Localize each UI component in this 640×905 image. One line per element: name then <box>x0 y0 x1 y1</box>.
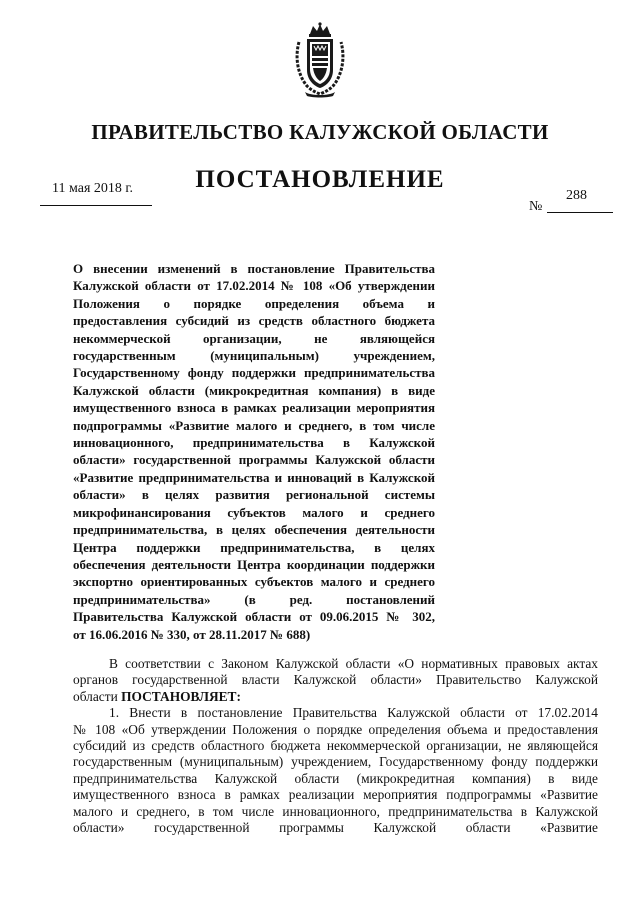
document-number: 288 <box>566 188 587 203</box>
subject-line: инновационного, предпринимательства в Калужской <box>73 435 435 451</box>
decree-body <box>73 656 598 836</box>
subject-line: Калужской области от 17.02.2014 № 108 «Об утверждении <box>73 278 435 294</box>
subject-line: от 16.06.2016 № 330, от 28.11.2017 № 688) <box>73 626 311 642</box>
item-line: субсидий из средств областного бюджета некоммерческой организации, не являющейся <box>73 738 598 754</box>
document-date: 11 мая 2018 г. <box>52 181 134 196</box>
number-underline <box>547 212 613 213</box>
item-line: малого и среднего, в том числе инновационного, предпринимательства в Калужской <box>73 803 598 819</box>
subject-line: некоммерческой организации, не являющейся <box>73 330 435 346</box>
subject-line: предпринимательства» (в ред. постановлений <box>73 591 435 607</box>
date-underline <box>40 205 152 206</box>
preamble-line-text: области <box>73 688 122 704</box>
subject-line: Положения о порядке определения объема и <box>73 295 435 311</box>
preamble-line: В соответствии с Законом Калужской области «О нормативных правовых актах <box>109 656 598 671</box>
item-line: области» государственной программы Калужской области «Развитие <box>73 820 598 836</box>
subject-line: области» в целях развития региональной системы <box>73 487 435 503</box>
coat-of-arms-emblem <box>293 22 347 98</box>
subject-line: предоставления субсидий из средств областного бюджета <box>73 313 435 329</box>
subject-line: государственным (муниципальным) учреждением, <box>73 348 435 364</box>
document-type-heading: ПОСТАНОВЛЕНИЕ <box>195 166 445 193</box>
subject-line: экспортно ориентированных субъектов малого и среднего <box>73 574 435 590</box>
decree-subject <box>73 260 435 643</box>
resolves-keyword: ПОСТАНОВЛЯЕТ: <box>121 688 241 704</box>
number-label: № <box>529 199 543 214</box>
subject-line: Центра поддержки предпринимательства, в целях <box>73 539 435 555</box>
subject-line: О внесении изменений в постановление Правительства <box>73 261 435 276</box>
item-line: № 108 «Об утверждении Положения о порядке определения объема и предоставления <box>73 721 598 737</box>
subject-line: Государственному фонду поддержки предпринимательства <box>73 365 435 381</box>
subject-line: Правительства Калужской области от 09.06.2015 № 302, <box>73 609 435 625</box>
item-line: имущественного взноса в рамках реализации мероприятия подпрограммы «Развитие <box>73 787 598 803</box>
preamble-line: органов государственной власти Калужской области» Правительство Калужской <box>73 672 598 688</box>
subject-line: микрофинансирования субъектов малого и среднего <box>73 504 435 520</box>
item-line: предпринимательства Калужской области (микрокредитная компания) в виде <box>73 770 598 786</box>
item-line: государственным (муниципальным) учреждением, Государственному фонду поддержки <box>73 754 598 770</box>
subject-line: Калужской области (микрокредитная компания) в виде <box>73 382 435 398</box>
government-title: ПРАВИТЕЛЬСТВО КАЛУЖСКОЙ ОБЛАСТИ <box>91 120 549 144</box>
subject-line: имущественного взноса в рамках реализации мероприятия <box>73 400 435 416</box>
subject-line: обеспечения деятельности Центра координации поддержки <box>73 556 435 572</box>
preamble-line <box>73 689 598 705</box>
subject-line: предпринимательства, в целях обеспечения деятельности <box>73 522 435 538</box>
item-line: 1. Внести в постановление Правительства Калужской области от 17.02.2014 <box>109 705 598 721</box>
subject-line: «Развитие предпринимательства и инноваций в Калужской <box>73 469 435 485</box>
subject-line: области» государственной программы Калужской области <box>73 452 435 468</box>
subject-line: подпрограммы «Развитие малого и среднего, в том числе <box>73 417 435 433</box>
